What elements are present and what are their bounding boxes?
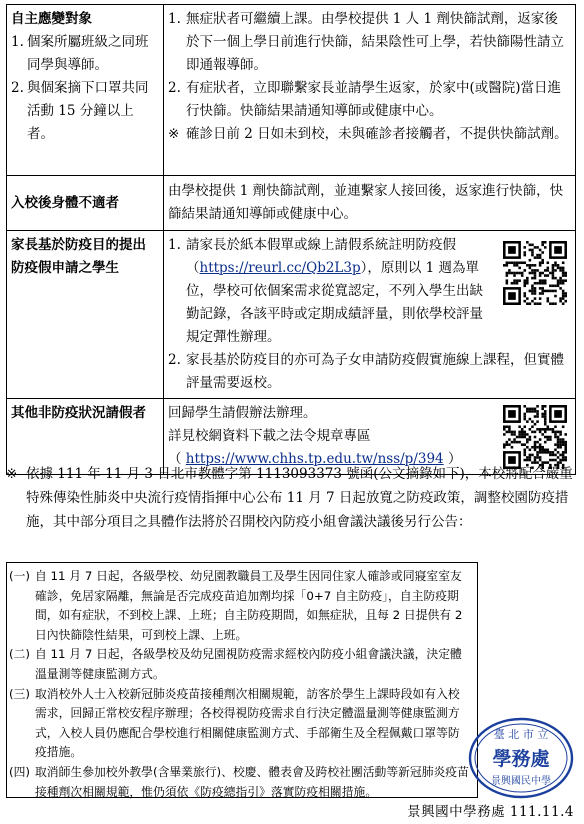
contact-note — [168, 123, 571, 146]
list-item — [11, 31, 159, 77]
list-item — [168, 8, 571, 77]
list-item — [168, 234, 493, 349]
regulations-link[interactable]: https://www.chhs.tp.edu.tw/nss/p/394 — [185, 451, 444, 467]
notice-paragraph — [6, 462, 578, 534]
qr-code-icon[interactable] — [503, 241, 567, 305]
notice-text: 依據 111 年 11 月 3 日北市教體字第 1113093373 號函(公文摘錄如下)，本校將配合嚴重特殊傳染性肺炎中央流行疫情指揮中心公布 11 月 7 日起放寬之防疫政策，調整校園防疫措施，其中部分項目之具體作法將於召開校內防疫小組會議決議後另行公告： — [26, 466, 573, 530]
item-text: 取消校外人士入校新冠肺炎疫苗接種劑次相關規範，訪客於學生上課時段如有入校需求，回歸正常校安程序辦理；各校得視防疫需求自行決定體溫量測等健康監測方式，入校人員仍應配合學校進行相關健康監測方式、手部衛生及全程佩戴口罩等防疫措施。 — [35, 686, 460, 760]
table-row-contact — [7, 5, 576, 176]
measure-item — [9, 567, 471, 645]
seal-center-text: 學務處 — [492, 748, 550, 770]
leave-list-2 — [168, 349, 571, 395]
row-content-cell — [164, 176, 576, 231]
item-number: 1. — [11, 34, 24, 50]
item-text: 取消師生參加校外教學(含畢業旅行)、校慶、體表會及跨校社團活動等新冠肺炎疫苗接種劑次相關規範，惟仍須依《防疫總指引》落實防疫相關措施。 — [35, 764, 469, 799]
seal-bottom-text: 景興國民中學 — [491, 776, 551, 787]
item-text: 與個案摘下口罩共同活動 15 分鐘以上者。 — [27, 80, 149, 142]
seal-top-text: 臺 北 市 立 — [493, 728, 549, 741]
note-text: 確診日前 2 日如未到校，未與確診者接觸者，不提供快篩試劑。 — [186, 126, 568, 142]
item-text: 家長基於防疫目的亦可為子女申請防疫假實施線上課程，但實體評量需要返校。 — [186, 352, 564, 391]
table-row-unwell — [7, 176, 576, 231]
row-label-leave: 家長基於防疫目的提出防疫假申請之學生 — [11, 237, 146, 276]
signature: 景興國中學務處 111.11.4 — [407, 804, 574, 820]
list-item — [11, 77, 159, 146]
paren-open: （ — [168, 451, 186, 467]
measure-item — [9, 763, 471, 802]
item-text: 自 11 月 7 日起，各級學校、幼兒園教職員工及學生因同住家人確診或同寢室室友確診，免居家隔離，無論是否完成疫苗追加劑均採「0+7 自主防疫」，自主防疫期間，如有症狀，不到校上課、上班；自主防疫期間，如無症狀，且每 2 日提供有 2 日內快篩陰性結果，可到校上課、上班。 — [35, 569, 463, 642]
measure-item — [9, 645, 471, 684]
item-text: 請家長於紙本假單或線上請假系統註明防疫假（ — [186, 237, 456, 276]
item-number: 2. — [168, 80, 181, 96]
leave-list — [168, 234, 493, 349]
paren-close: ） — [443, 451, 462, 467]
item-number: (四) — [9, 764, 31, 779]
qr-code-icon[interactable] — [503, 405, 567, 469]
row-label-other: 其他非防疫狀況請假者 — [11, 405, 146, 421]
row-label-unwell: 入校後身體不適者 — [11, 194, 119, 211]
office-seal-icon — [467, 716, 575, 800]
note-mark: ※ — [168, 126, 180, 142]
policy-table — [6, 4, 576, 475]
item-text: 有症狀者，立即聯繫家長並請學生返家，於家中(或醫院)當日進行快篩。快篩結果請通知導師或健康中心。 — [186, 80, 562, 119]
unwell-text: 由學校提供 1 劑快篩試劑，並連繫家人接回後，返家進行快篩，快篩結果請通知導師或健康中心。 — [168, 183, 564, 222]
notice-mark: ※ — [6, 466, 18, 482]
list-item — [168, 349, 571, 395]
row-content-cell — [164, 5, 576, 176]
row-label-contact: 自主應變對象 — [11, 11, 92, 27]
item-text: 自 11 月 7 日起，各級學校及幼兒園視防疫需求經校內防疫小組會議決議，決定體溫量測等健康監測方式。 — [35, 647, 462, 681]
item-number: 1. — [168, 237, 181, 253]
item-number: (一) — [9, 569, 31, 583]
other-line-2: 詳見校網資料下載之法令規章專區 — [168, 428, 371, 444]
row-header-cell — [7, 5, 164, 176]
row-header-cell — [7, 231, 164, 399]
measures-box — [6, 562, 478, 798]
item-number: (二) — [9, 647, 31, 662]
item-number: (三) — [9, 686, 31, 701]
item-number: 2. — [168, 352, 181, 368]
list-item — [168, 77, 571, 123]
item-number: 1. — [168, 11, 181, 27]
item-number: 2. — [11, 80, 24, 96]
leave-form-link[interactable]: https://reurl.cc/Qb2L3p — [199, 260, 361, 276]
contact-measure-list — [168, 8, 571, 123]
measure-item — [9, 685, 471, 763]
row-content-cell — [164, 231, 576, 399]
item-text: ），原則以 1 週為單位，學校可依個案需求從寬認定，不列入學生出缺勤記錄，各該平時或定期成績評量，則依學校評量規定彈性辦理。 — [186, 260, 483, 345]
contact-target-list — [11, 31, 159, 146]
row-header-cell — [7, 176, 164, 231]
other-line-1: 回歸學生請假辦法辦理。 — [168, 405, 317, 421]
table-row-leave — [7, 231, 576, 399]
item-text: 個案所屬班級之同班同學與導師。 — [27, 34, 149, 73]
item-text: 無症狀者可繼續上課。由學校提供 1 人 1 劑快篩試劑，返家後於下一個上學日前進行快篩，結果陰性可上學，若快篩陽性請立即通報導師。 — [186, 11, 564, 73]
